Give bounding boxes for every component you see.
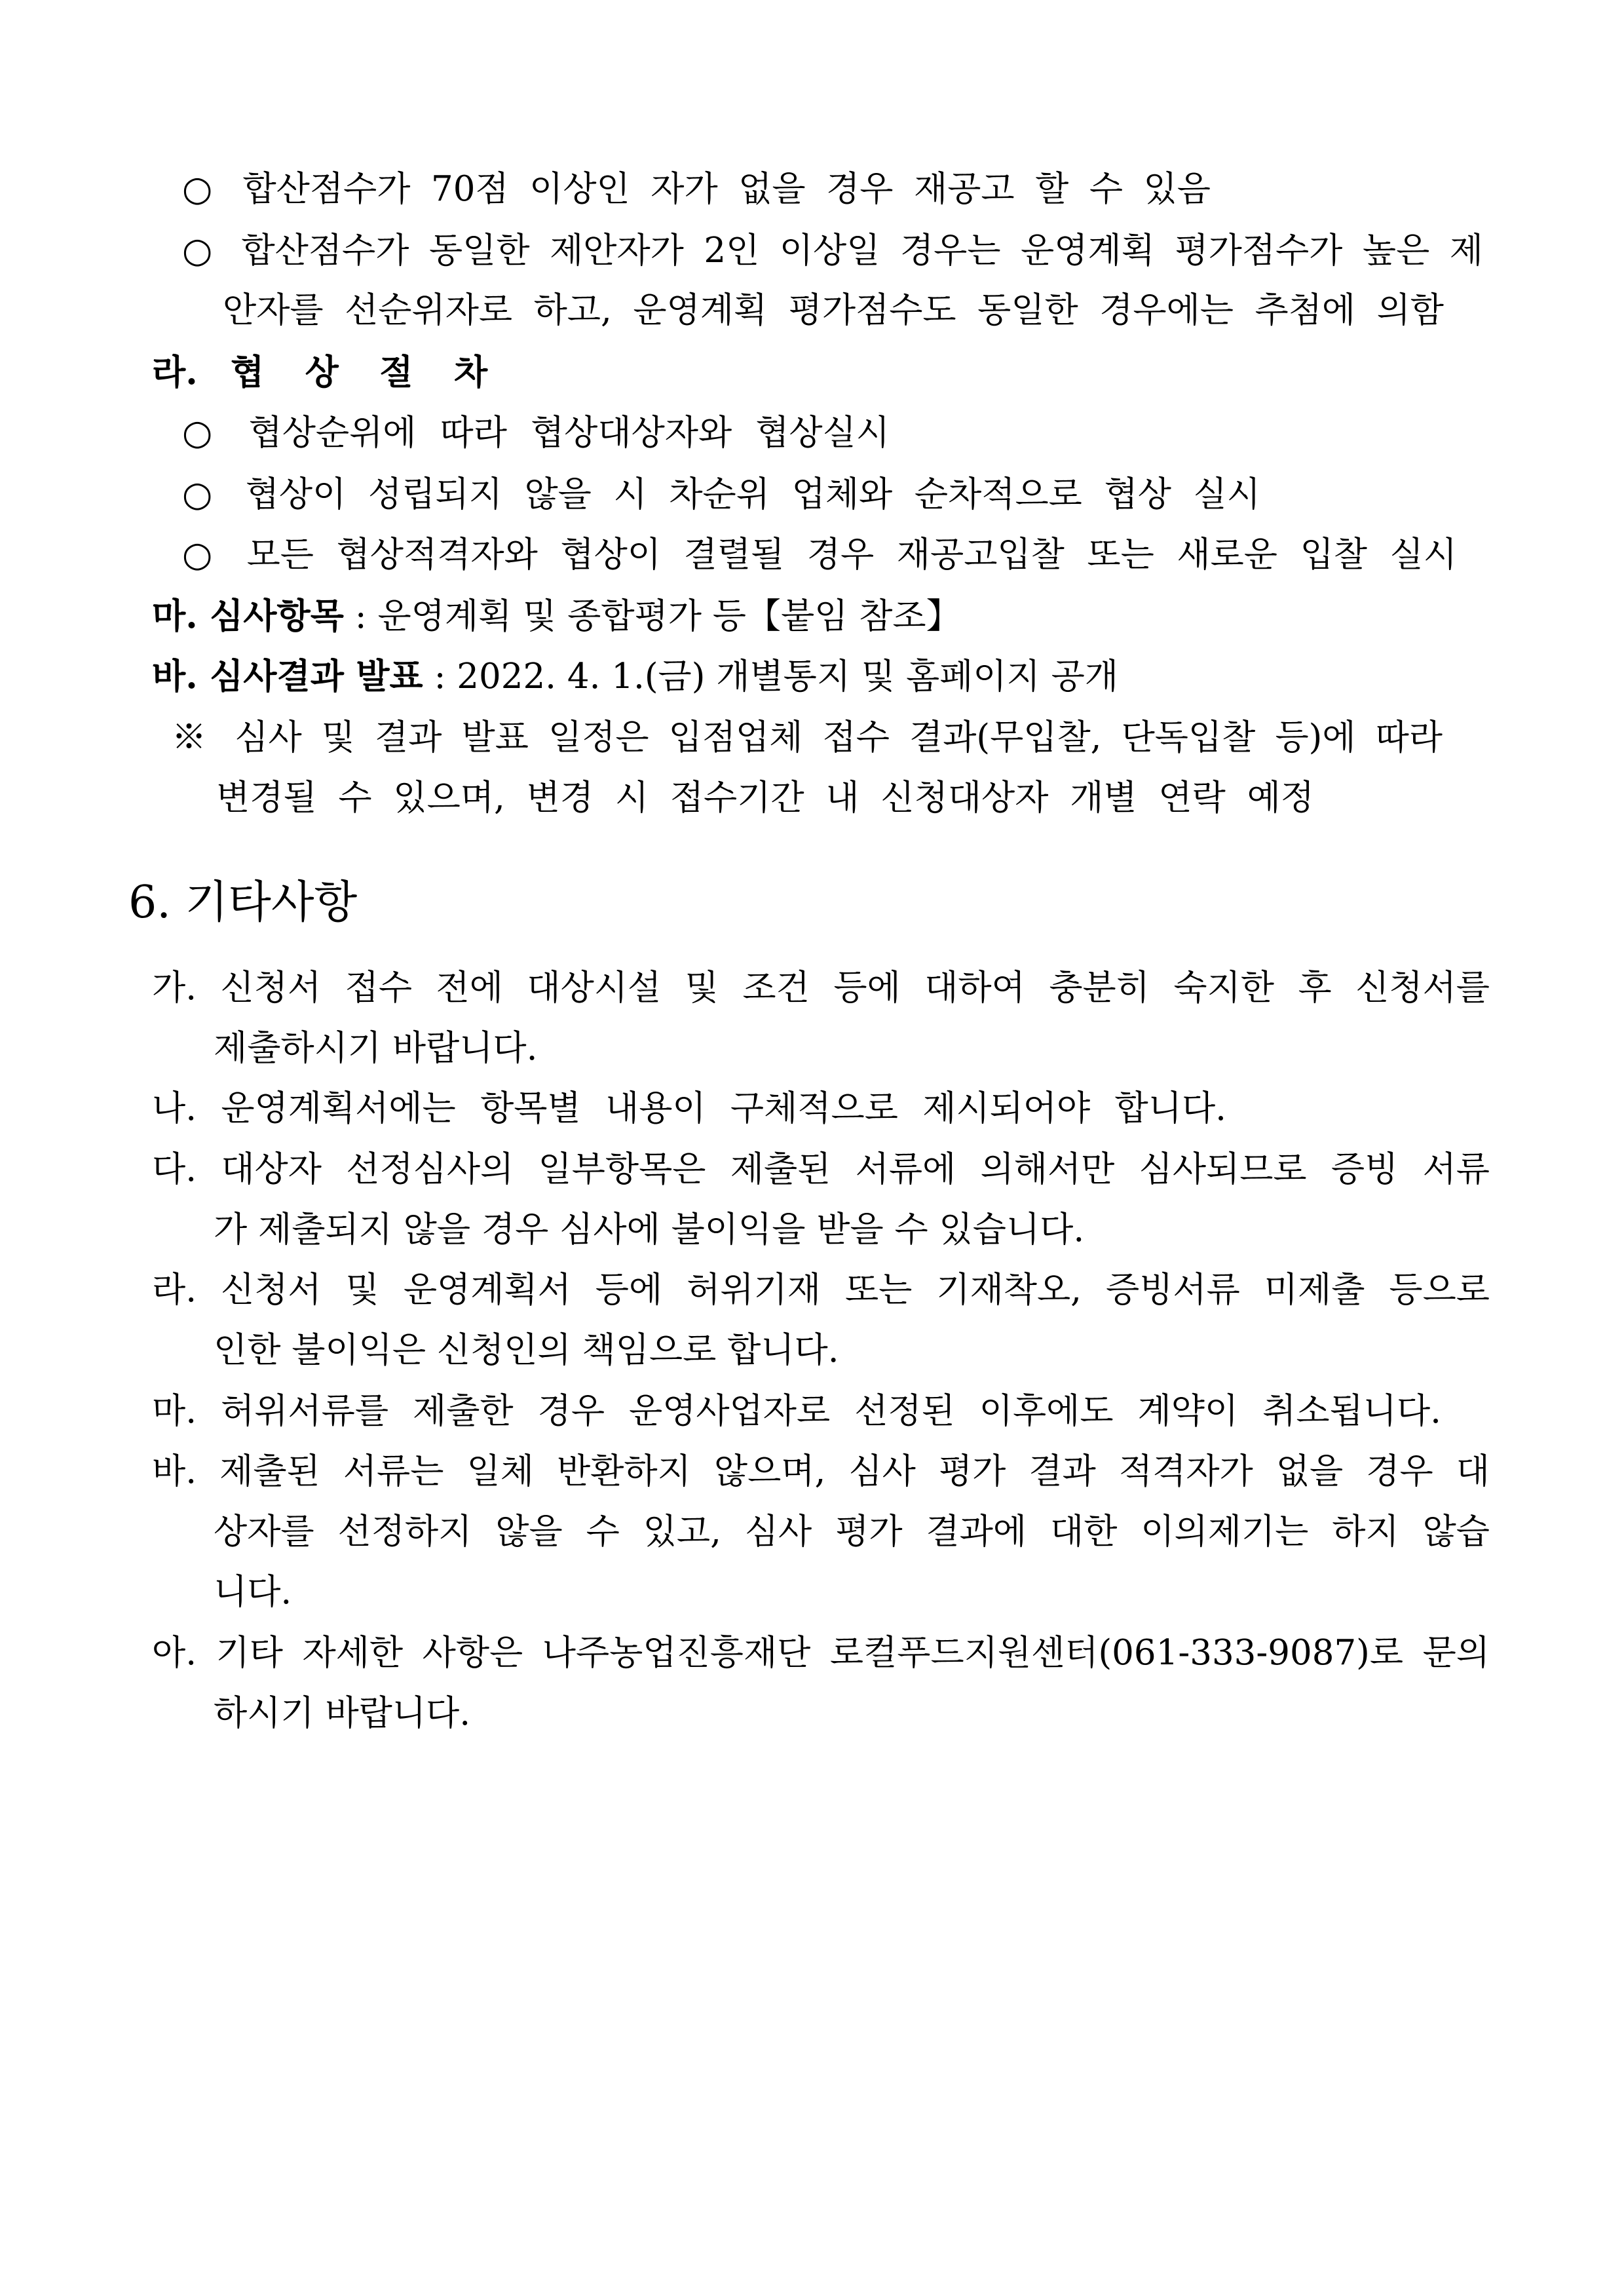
section-6-title: 6. 기타사항: [128, 877, 358, 928]
review-items-line: [152, 595, 1069, 638]
item-ra-line-2: 인한 불이익은 신청인의 책임으로 합니다.: [214, 1330, 839, 1370]
negotiation-heading: [152, 351, 502, 393]
review-items-label: 마. 심사항목: [152, 596, 344, 636]
negotiation-marker: 라.: [152, 352, 198, 392]
result-announcement-line: [152, 655, 1200, 698]
negotiation-title: 협 상 절 차: [231, 352, 502, 392]
review-items-text: : 운영계획 및 종합평가 등【붙임 참조】: [343, 596, 961, 636]
item-ra-line-1: 라. 신청서 및 운영계획서 등에 허위기재 또는 기재착오, 증빙서류 미제출 등으로: [152, 1270, 1490, 1310]
item-ga-line-1: 가. 신청서 접수 전에 대상시설 및 조건 등에 대하여 충분히 숙지한 후 신청서를: [152, 968, 1490, 1008]
bullet-reannouncement: ○ 합산점수가 70점 이상인 자가 없을 경우 재공고 할 수 있음: [182, 169, 1211, 209]
item-na-line-1: 나. 운영계획서에는 항목별 내용이 구체적으로 제시되어야 합니다.: [152, 1088, 1226, 1128]
result-announcement-text: : 2022. 4. 1.(금) 개별통지 및 홈페이지 공개: [423, 657, 1118, 697]
item-da-line-1: 다. 대상자 선정심사의 일부항목은 제출된 서류에 의해서만 심사되므로 증빙 서류: [152, 1149, 1490, 1189]
note-line-1: ※ 심사 및 결과 발표 일정은 입점업체 접수 결과(무입찰, 단독입찰 등)에 따라: [172, 718, 1443, 757]
item-ba-line-1: 바. 제출된 서류는 일체 반환하지 않으며, 심사 평가 결과 적격자가 없을 경우 대: [152, 1451, 1490, 1491]
item-ba-line-3: 니다.: [214, 1572, 292, 1612]
item-a-line-1: 아. 기타 자세한 사항은 나주농업진흥재단 로컬푸드지원센터(061-333-9087)로 문의: [152, 1633, 1490, 1673]
item-ma-line-1: 마. 허위서류를 제출한 경우 운영사업자로 선정된 이후에도 계약이 취소됩니다.: [152, 1391, 1441, 1431]
item-ga-line-2: 제출하시기 바랍니다.: [214, 1028, 538, 1068]
item-ba-line-2: 상자를 선정하지 않을 수 있고, 심사 평가 결과에 대한 이의제기는 하지 않습: [214, 1512, 1490, 1552]
bullet-negotiation-order: ○ 협상순위에 따라 협상대상자와 협상실시: [182, 413, 890, 453]
result-announcement-label: 바. 심사결과 발표: [152, 656, 423, 697]
bullet-negotiation-next: ○ 협상이 성립되지 않을 시 차순위 업체와 순차적으로 협상 실시: [182, 474, 1260, 514]
note-line-2: 변경될 수 있으며, 변경 시 접수기간 내 신청대상자 개별 연락 예정: [216, 778, 1314, 818]
item-da-line-2: 가 제출되지 않을 경우 심사에 불이익을 받을 수 있습니다.: [214, 1210, 1085, 1250]
item-a-line-2: 하시기 바랍니다.: [214, 1693, 471, 1733]
bullet-negotiation-failed: ○ 모든 협상적격자와 협상이 결렬될 경우 재공고입찰 또는 새로운 입찰 실시: [182, 535, 1457, 575]
bullet-tie-rule: ○ 합산점수가 동일한 제안자가 2인 이상일 경우는 운영계획 평가점수가 높은 제: [182, 231, 1483, 271]
bullet-tie-rule-cont: 안자를 선순위자로 하고, 운영계획 평가점수도 동일한 경우에는 추첨에 의함: [223, 290, 1444, 330]
